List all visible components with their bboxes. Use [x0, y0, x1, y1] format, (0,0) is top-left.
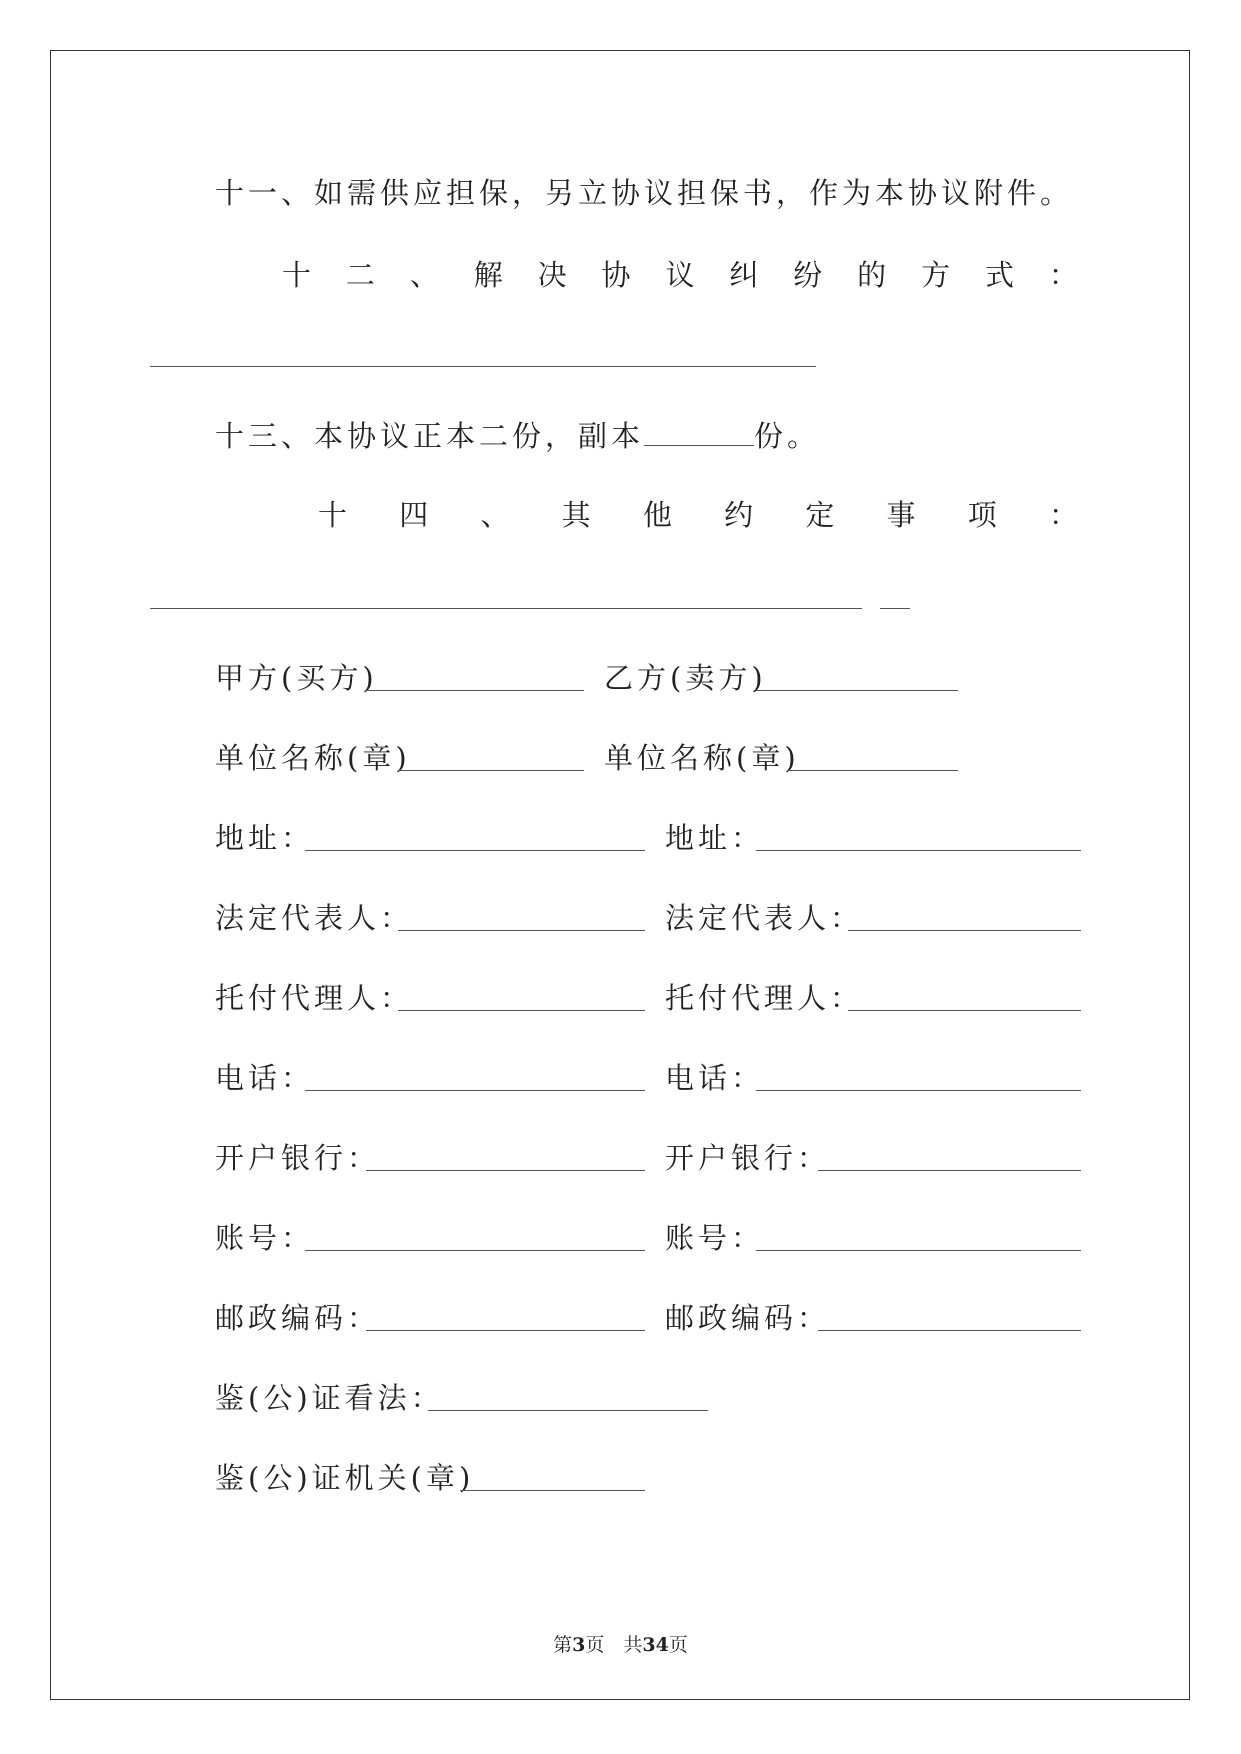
- unit-name-a-label: 单位名称(章): [215, 741, 411, 775]
- account-b-label: 账号：: [665, 1221, 765, 1255]
- party-b-blank: [756, 690, 958, 691]
- account-a-blank: [305, 1250, 645, 1251]
- clause-12: [282, 255, 1078, 295]
- copies-blank: [644, 419, 754, 446]
- bank-a-label: 开户银行：: [215, 1141, 381, 1175]
- clause-12-char: 二: [345, 258, 375, 292]
- clause-11: 十一、如需供应担保，另立协议担保书，作为本协议附件。: [215, 176, 1074, 210]
- postcode-b-blank: [818, 1330, 1081, 1331]
- clause-12-char: 十: [282, 258, 312, 292]
- clause-14-char: 项: [967, 498, 997, 532]
- clause-14-blank: [150, 608, 862, 609]
- clause-12-char: 方: [921, 258, 951, 292]
- page-number: 3: [572, 1634, 586, 1656]
- phone-b-label: 电话：: [665, 1061, 765, 1095]
- clause-12-char: 决: [537, 258, 567, 292]
- clause-12-char: 议: [665, 258, 695, 292]
- address-b-label: 地址：: [665, 821, 765, 855]
- phone-b-blank: [756, 1090, 1081, 1091]
- legal-rep-b-label: 法定代表人：: [665, 901, 864, 935]
- clause-14-char: 四: [399, 498, 429, 532]
- agent-a-blank: [398, 1010, 645, 1011]
- page-border: [50, 50, 1190, 1700]
- unit-name-b-label: 单位名称(章): [604, 741, 800, 775]
- bank-b-label: 开户银行：: [665, 1141, 831, 1175]
- clause-12-char: 的: [857, 258, 887, 292]
- address-a-label: 地址：: [215, 821, 315, 855]
- party-a-label: 甲方(买方): [215, 661, 378, 695]
- legal-rep-a-blank: [398, 930, 645, 931]
- clause-14-char: 其: [561, 498, 591, 532]
- clause-14-char: 他: [642, 498, 672, 532]
- clause-14-char: 、: [480, 498, 510, 532]
- clause-12-char: 纷: [793, 258, 823, 292]
- postcode-b-label: 邮政编码：: [665, 1301, 831, 1335]
- clause-13-prefix: 十三、本协议正本二份，副本: [215, 419, 645, 453]
- footer-post: 页: [668, 1634, 688, 1656]
- clause-12-char: 协: [601, 258, 631, 292]
- clause-14-char: ：: [1048, 498, 1078, 532]
- legal-rep-a-label: 法定代表人：: [215, 901, 414, 935]
- clause-13-suffix: 份。: [754, 419, 821, 453]
- agent-b-blank: [848, 1010, 1081, 1011]
- total-pages: 34: [642, 1634, 669, 1656]
- bank-a-blank: [366, 1170, 645, 1171]
- clause-13: [215, 416, 820, 456]
- unit-name-b-blank: [788, 770, 958, 771]
- party-b-label: 乙方(卖方): [604, 661, 767, 695]
- footer-mid: 页 共: [585, 1634, 643, 1656]
- agent-b-label: 托付代理人：: [665, 981, 864, 1015]
- clause-12-char: 式: [984, 258, 1014, 292]
- clause-14-char: 事: [886, 498, 916, 532]
- postcode-a-blank: [366, 1330, 645, 1331]
- clause-12-char: 纠: [729, 258, 759, 292]
- account-b-blank: [756, 1250, 1081, 1251]
- notary-org-blank: [460, 1490, 645, 1491]
- clause-14: [318, 495, 1078, 535]
- footer-pre: 第: [553, 1634, 573, 1656]
- clause-12-blank: [150, 366, 816, 367]
- legal-rep-b-blank: [848, 930, 1081, 931]
- phone-a-blank: [305, 1090, 645, 1091]
- clause-14-char: 十: [318, 498, 348, 532]
- clause-14-char: 定: [805, 498, 835, 532]
- address-b-blank: [756, 850, 1081, 851]
- bank-b-blank: [818, 1170, 1081, 1171]
- clause-14-char: 约: [724, 498, 754, 532]
- clause-12-char: 解: [473, 258, 503, 292]
- clause-14-blank-tail: [880, 608, 910, 609]
- notary-org-label: 鉴(公)证机关(章): [215, 1461, 475, 1495]
- clause-12-char: 、: [409, 258, 439, 292]
- unit-name-a-blank: [398, 770, 584, 771]
- postcode-a-label: 邮政编码：: [215, 1301, 381, 1335]
- clause-12-char: ：: [1048, 258, 1078, 292]
- account-a-label: 账号：: [215, 1221, 315, 1255]
- phone-a-label: 电话：: [215, 1061, 315, 1095]
- address-a-blank: [305, 850, 645, 851]
- agent-a-label: 托付代理人：: [215, 981, 414, 1015]
- notary-opinion-blank: [428, 1410, 708, 1411]
- party-a-blank: [366, 690, 584, 691]
- page-footer: [0, 1630, 1241, 1657]
- notary-opinion-label: 鉴(公)证看法：: [215, 1381, 444, 1415]
